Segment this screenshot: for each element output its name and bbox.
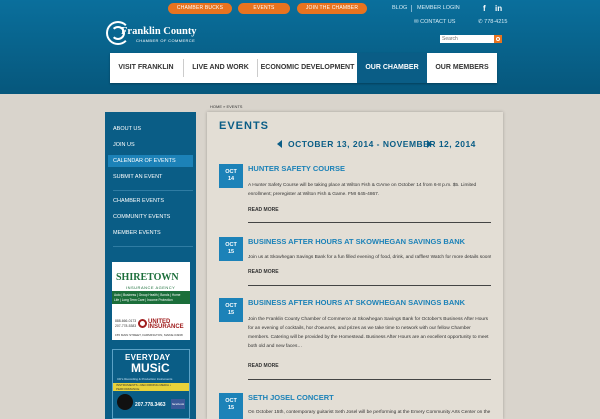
sidebar-join-us[interactable]: JOIN US [113, 142, 135, 148]
vinyl-disc-icon [117, 394, 133, 410]
nav-our-chamber[interactable]: OUR CHAMBER [357, 53, 427, 83]
phone-icon: ✆ [478, 19, 483, 25]
sidebar-community-events[interactable]: COMMUNITY EVENTS [113, 214, 171, 220]
event-date-badge [219, 237, 243, 261]
events-panel [207, 112, 503, 419]
event-day: 15 [227, 249, 235, 255]
facebook-badge-icon: facebook [171, 399, 185, 409]
event-divider [248, 222, 491, 223]
ad-tagline: CD's Recording & Production Instruments [117, 377, 173, 381]
date-range: OCTOBER 13, 2014 - NOVEMBER 12, 2014 [288, 139, 476, 149]
search-input[interactable] [440, 35, 494, 43]
read-more-link[interactable]: READ MORE [248, 269, 279, 275]
event-date-badge [219, 393, 243, 419]
chamber-bucks-button[interactable]: CHAMBER BUCKS [168, 3, 232, 14]
united-insurance-logo-icon [138, 319, 147, 328]
event-description: Join us at Skowhegan Savings Bank for a fun filled evening of food, drink, and raffles! Watch for more details soon! [248, 255, 492, 260]
ad-brand: SHIRETOWN [116, 272, 179, 283]
ad-phones [115, 319, 136, 328]
ad-services-bar [112, 291, 190, 304]
event-day: 15 [227, 405, 235, 411]
ad-phone: 207.778.3463 [135, 402, 166, 408]
previous-month-arrow-icon[interactable] [277, 140, 282, 148]
event-date-badge [219, 164, 243, 188]
ad-partner: UNITED INSURANCE [148, 319, 184, 330]
breadcrumb[interactable]: HOME » EVENTS [210, 104, 243, 109]
everyday-music-ad[interactable] [112, 349, 190, 419]
event-description: On October 15th, contemporary guitarist Seth Josel will be performing at the Emery Community Arts Center on the [248, 410, 491, 415]
ad-phone: 888-666-0173 [115, 319, 137, 323]
nav-visit-franklin[interactable]: VISIT FRANKLIN [118, 64, 174, 71]
logo-subtitle: CHAMBER OF COMMERCE [136, 38, 196, 43]
contact-us-label: CONTACT US [420, 19, 456, 25]
header-phone [478, 19, 507, 25]
event-title[interactable]: BUSINESS AFTER HOURS AT SKOWHEGAN SAVINGS BANK [248, 298, 466, 307]
ad-address: 155 MAIN STREET, FARMINGTON, MAINE 04938 [115, 333, 183, 337]
nav-live-and-work[interactable]: LIVE AND WORK [192, 64, 249, 71]
envelope-icon: ✉ [414, 19, 419, 25]
event-divider [248, 285, 491, 286]
sidebar-divider [113, 246, 193, 247]
shiretown-insurance-ad[interactable] [112, 262, 190, 340]
ad-services-line: Auto | Business | Group Health | Bonds | Home [114, 293, 181, 297]
event-title[interactable]: HUNTER SAFETY COURSE [248, 164, 345, 173]
facebook-icon[interactable]: f [483, 4, 486, 13]
sidebar-chamber-events[interactable]: CHAMBER EVENTS [113, 198, 165, 204]
event-divider [248, 379, 491, 380]
event-date-badge [219, 298, 243, 322]
ad-services-bar: INSTRUMENTS • RECORDING MEDIA • PERFORMANCE [113, 383, 189, 391]
event-day: 14 [227, 176, 235, 182]
nav-our-members[interactable]: OUR MEMBERS [435, 64, 489, 71]
page-title: EVENTS [219, 120, 270, 132]
event-title[interactable]: BUSINESS AFTER HOURS AT SKOWHEGAN SAVINGS BANK [248, 237, 466, 246]
events-button[interactable]: EVENTS [238, 3, 290, 14]
search-button[interactable] [494, 35, 502, 43]
sidebar-submit-an-event[interactable]: SUBMIT AN EVENT [113, 174, 163, 180]
sidebar-member-events[interactable]: MEMBER EVENTS [113, 230, 161, 236]
member-login-link[interactable]: MEMBER LOGIN [417, 5, 460, 11]
site-logo[interactable] [106, 21, 197, 49]
event-description: Join the Franklin County Chamber of Commerce at Skowhegan Savings Bank for October's Business After Hours for an evening of cocktails, hor d'oeuvres, and prizes as we take time to network with our fellow Chamber members. Catering will be provided by the Homestead. Business After Hours are an excellent opportunity to meet both old and new faces… [248, 317, 489, 349]
event-day: 15 [227, 310, 235, 316]
blog-link[interactable]: BLOG [392, 5, 408, 11]
ad-line1: EVERYDAY [125, 353, 171, 362]
sidebar-divider [113, 190, 193, 191]
sidebar-about-us[interactable]: ABOUT US [113, 126, 142, 132]
top-bar [0, 3, 600, 17]
top-link-divider [411, 5, 412, 12]
sidebar-calendar-of-events[interactable]: CALENDAR OF EVENTS [108, 155, 193, 167]
main-nav [110, 53, 497, 83]
event-month: OCT [225, 303, 237, 309]
search-icon [496, 37, 500, 41]
event-title[interactable]: SETH JOSEL CONCERT [248, 393, 334, 402]
ad-tagline: INSURANCE AGENCY [126, 285, 176, 290]
linkedin-icon[interactable]: in [495, 4, 503, 13]
ad-phone: 207-778-5383 [115, 323, 137, 328]
next-month-arrow-icon[interactable] [427, 140, 432, 148]
nav-economic-development[interactable]: ECONOMIC DEVELOPMENT [260, 64, 355, 71]
ad-services-line: Life | Long Term Care | Income Protection [114, 297, 173, 302]
read-more-link[interactable]: READ MORE [248, 207, 279, 213]
event-month: OCT [225, 169, 237, 175]
contact-us-link[interactable] [414, 19, 455, 25]
event-month: OCT [225, 242, 237, 248]
phone-number: 778-4215 [484, 19, 508, 25]
logo-name: Franklin County [121, 26, 197, 37]
event-description: A Hunter Safety Course will be taking place at Wilton Fish & GAme on October 14 from 6-8 p.m. $5. Limited enrollment; preregister at Wilton Fish & Game. FMI 645-4867. [248, 183, 477, 197]
ad-line2: MUSiC [131, 361, 170, 375]
join-the-chamber-button[interactable]: JOIN THE CHAMBER [297, 3, 367, 14]
read-more-link[interactable]: READ MORE [248, 363, 279, 369]
event-month: OCT [225, 398, 237, 404]
